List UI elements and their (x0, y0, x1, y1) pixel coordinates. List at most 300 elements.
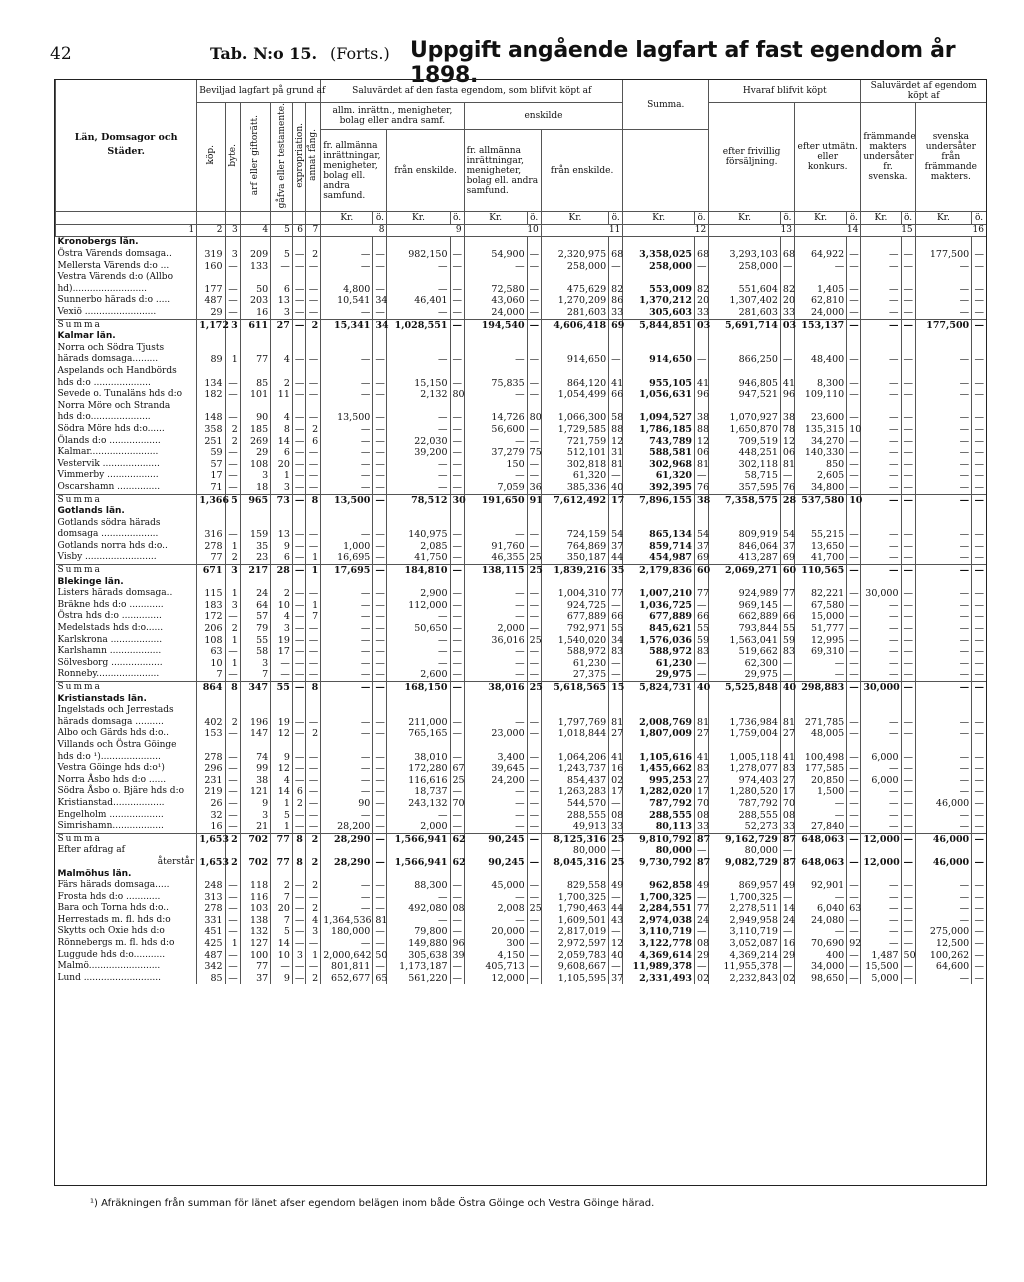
table-cell: — (321, 529, 373, 541)
table-cell: — (527, 938, 541, 950)
table-cell: — (861, 307, 901, 319)
table-cell: — (972, 307, 986, 319)
table-cell: — (373, 763, 387, 775)
table-cell: 78,512 (387, 494, 450, 506)
table-cell: — (972, 295, 986, 307)
table-cell: 1,070,927 (709, 412, 781, 424)
table-cell (795, 366, 847, 378)
unit-blank (292, 211, 305, 224)
table-cell: — (972, 600, 986, 612)
table-cell: — (450, 646, 464, 658)
table-cell: 8,300 (795, 378, 847, 390)
table-cell (305, 740, 320, 752)
table-cell: — (450, 424, 464, 436)
table-cell: — (609, 845, 623, 857)
table-cell: 70,690 (795, 938, 847, 950)
table-cell: — (464, 810, 527, 822)
table-cell: — (292, 529, 305, 541)
table-cell: 2 (305, 880, 320, 892)
table-cell (972, 740, 986, 752)
table-cell: 70 (780, 798, 794, 810)
table-cell: 217 (240, 565, 270, 577)
table-cell: — (527, 926, 541, 938)
table-cell (321, 845, 373, 857)
table-cell: 74 (240, 752, 270, 764)
empty-cell (780, 506, 794, 518)
table-cell: — (847, 646, 861, 658)
table-cell: — (292, 892, 305, 904)
empty-cell (780, 237, 794, 249)
table-cell: 15,341 (321, 319, 373, 331)
table-row (56, 728, 987, 740)
table-cell: — (847, 470, 861, 482)
table-cell: — (450, 892, 464, 904)
table-cell: — (527, 600, 541, 612)
table-row (56, 810, 987, 822)
table-cell: 6 (305, 436, 320, 448)
table-cell: 83 (609, 646, 623, 658)
table-cell (972, 518, 986, 530)
table-cell: — (847, 261, 861, 273)
table-cell: — (901, 295, 915, 307)
table-cell: 69,310 (795, 646, 847, 658)
table-cell (373, 740, 387, 752)
table-cell: — (847, 752, 861, 764)
table-cell: 487 (197, 295, 225, 307)
table-cell: 110,565 (795, 565, 847, 577)
table-cell: — (861, 611, 901, 623)
table-cell: — (972, 717, 986, 729)
table-row (56, 903, 987, 915)
table-cell (695, 272, 709, 284)
row-label: Villands och Östra Göinge (57, 739, 177, 750)
table-cell: 2,008 (464, 903, 527, 915)
table-cell: — (292, 658, 305, 670)
table-cell: — (225, 821, 240, 833)
empty-cell (464, 869, 527, 881)
table-cell: — (972, 646, 986, 658)
table-cell: — (847, 307, 861, 319)
table-row (56, 354, 987, 366)
table-cell: 13 (271, 529, 293, 541)
table-cell: — (450, 728, 464, 740)
column-number: 9 (387, 224, 464, 237)
table-row (56, 623, 987, 635)
table-cell: — (527, 646, 541, 658)
table-cell: — (861, 552, 901, 564)
table-cell: — (373, 880, 387, 892)
table-cell: 561,220 (387, 973, 450, 985)
table-cell (915, 272, 972, 284)
row-label: Albo och Gärds hds d:o.. (57, 728, 169, 739)
column-header-frivillig: efter frivillig försäljning. (709, 102, 795, 211)
table-cell: — (847, 541, 861, 553)
table-cell: 413,287 (709, 552, 781, 564)
table-cell (450, 740, 464, 752)
table-cell: 92,901 (795, 880, 847, 892)
table-cell: — (847, 798, 861, 810)
table-cell: — (901, 857, 915, 869)
table-cell (780, 343, 794, 355)
empty-cell (972, 237, 986, 249)
table-cell: — (972, 810, 986, 822)
empty-cell (541, 869, 608, 881)
empty-cell (464, 331, 527, 343)
unit-blank (271, 211, 293, 224)
table-cell: — (321, 482, 373, 494)
table-cell: — (271, 261, 293, 273)
table-cell: — (305, 307, 320, 319)
table-cell: — (292, 682, 305, 694)
table-cell: 1,455,662 (623, 763, 695, 775)
table-row (56, 389, 987, 401)
table-cell: — (901, 600, 915, 612)
column-header-saluvardet-foreign: Saluvärdet af egendom köpt af (861, 80, 986, 102)
table-cell: 87 (695, 857, 709, 869)
table-cell: 4 (305, 915, 320, 927)
table-cell: 69 (780, 552, 794, 564)
table-cell: 68 (695, 249, 709, 261)
table-cell: 864 (197, 682, 225, 694)
unit-blank (225, 211, 240, 224)
table-cell: — (780, 470, 794, 482)
table-cell (847, 343, 861, 355)
table-cell: 18,737 (387, 786, 450, 798)
table-row (56, 470, 987, 482)
table-cell: — (305, 588, 320, 600)
table-cell: 1,028,551 (387, 319, 450, 331)
table-cell: — (292, 588, 305, 600)
table-cell (464, 343, 527, 355)
table-cell: 68 (780, 249, 794, 261)
empty-cell (623, 694, 695, 706)
column-header-utmatn: efter utmätn. eller konkurs. (795, 102, 861, 211)
table-cell: — (305, 752, 320, 764)
table-cell: — (373, 857, 387, 869)
table-cell: — (972, 833, 986, 845)
table-row (56, 611, 987, 623)
table-cell: — (225, 892, 240, 904)
empty-cell (271, 506, 293, 518)
empty-cell (861, 331, 901, 343)
table-cell: 12 (609, 938, 623, 950)
table-cell: 275,000 (915, 926, 972, 938)
table-cell: 56,600 (464, 424, 527, 436)
table-cell: 8,045,316 (541, 857, 608, 869)
table-cell: 1,018,844 (541, 728, 608, 740)
table-cell: 61,320 (623, 470, 695, 482)
empty-cell (305, 506, 320, 518)
table-cell: 55 (271, 682, 293, 694)
table-cell: — (861, 436, 901, 448)
table-cell: 62 (450, 833, 464, 845)
table-cell (623, 518, 695, 530)
column-header-saluvardet: Saluvärdet af den fasta egendom, som blifvit köpt af (321, 80, 623, 102)
table-cell: — (321, 378, 373, 390)
table-cell: 9 (240, 798, 270, 810)
table-cell: — (464, 611, 527, 623)
table-cell: 11,989,378 (623, 961, 695, 973)
table-cell: 12,000 (861, 833, 901, 845)
table-cell: 2 (271, 378, 293, 390)
table-cell: — (225, 950, 240, 962)
table-cell: — (387, 810, 450, 822)
empty-cell (387, 694, 450, 706)
table-cell: — (527, 623, 541, 635)
table-cell: — (450, 470, 464, 482)
page-title: Uppgift angående lagfart af fast egendom år 1898. (410, 38, 956, 88)
empty-cell (373, 869, 387, 881)
table-cell: — (373, 635, 387, 647)
table-cell: 25 (527, 565, 541, 577)
table-cell: — (225, 470, 240, 482)
table-cell: 319 (197, 249, 225, 261)
table-row (56, 272, 987, 284)
table-cell: — (972, 798, 986, 810)
table-cell: 70 (450, 798, 464, 810)
table-cell: — (373, 775, 387, 787)
table-cell (321, 401, 373, 413)
table-cell: — (861, 412, 901, 424)
column-number: 15 (861, 224, 915, 237)
empty-cell (271, 237, 293, 249)
table-cell: 62,810 (795, 295, 847, 307)
table-cell: 36,016 (464, 635, 527, 647)
unit-kr: Kr. (623, 211, 695, 224)
table-cell (225, 272, 240, 284)
table-cell: 1,280,520 (709, 786, 781, 798)
table-cell: 10 (197, 658, 225, 670)
table-cell: — (861, 786, 901, 798)
table-cell: — (527, 669, 541, 681)
unit-ore: ö. (609, 211, 623, 224)
table-cell: — (450, 482, 464, 494)
table-cell: — (373, 833, 387, 845)
table-cell: 81 (780, 459, 794, 471)
table-cell (240, 366, 270, 378)
table-cell (197, 401, 225, 413)
table-cell: — (972, 494, 986, 506)
table-cell (387, 518, 450, 530)
empty-cell (847, 331, 861, 343)
table-cell: — (292, 494, 305, 506)
empty-cell (780, 869, 794, 881)
table-cell: 2,000 (387, 821, 450, 833)
empty-cell (861, 577, 901, 589)
table-cell: 20,000 (464, 926, 527, 938)
table-cell: — (225, 646, 240, 658)
column-header-giftoratt: arf eller giftorätt. (240, 102, 270, 211)
table-cell (373, 845, 387, 857)
column-number: 4 (240, 224, 270, 237)
table-cell: 34,800 (795, 482, 847, 494)
table-cell (795, 518, 847, 530)
table-cell: 77 (240, 354, 270, 366)
table-cell (292, 272, 305, 284)
table-cell: — (915, 389, 972, 401)
table-cell: 3 (271, 482, 293, 494)
table-cell: — (321, 424, 373, 436)
table-cell (321, 740, 373, 752)
table-cell: — (292, 961, 305, 973)
empty-cell (292, 869, 305, 881)
table-cell: 313 (197, 892, 225, 904)
empty-cell (847, 694, 861, 706)
table-cell: — (373, 552, 387, 564)
empty-cell (240, 237, 270, 249)
table-cell: 69 (609, 319, 623, 331)
empty-cell (972, 331, 986, 343)
table-cell: — (915, 588, 972, 600)
empty-cell (527, 869, 541, 881)
table-cell: — (901, 810, 915, 822)
table-cell: — (901, 821, 915, 833)
table-cell: 79,800 (387, 926, 450, 938)
table-cell (387, 272, 450, 284)
table-cell (225, 343, 240, 355)
table-cell (901, 343, 915, 355)
empty-cell (292, 331, 305, 343)
table-cell (464, 705, 527, 717)
table-cell: 2,605 (795, 470, 847, 482)
table-cell: 3 (225, 565, 240, 577)
table-cell: 16 (609, 763, 623, 775)
table-cell (240, 272, 270, 284)
table-cell: — (321, 938, 373, 950)
table-cell: — (901, 529, 915, 541)
table-row (56, 436, 987, 448)
table-cell: 88,300 (387, 880, 450, 892)
table-cell: — (305, 284, 320, 296)
table-cell: — (321, 682, 373, 694)
unit-ore: ö. (450, 211, 464, 224)
table-cell: 24 (240, 588, 270, 600)
table-cell (709, 518, 781, 530)
table-cell: — (292, 470, 305, 482)
table-cell: 77 (609, 588, 623, 600)
table-cell: 2,132 (387, 389, 450, 401)
table-cell: 17 (609, 494, 623, 506)
table-cell: — (321, 763, 373, 775)
table-cell (795, 401, 847, 413)
table-cell: — (847, 284, 861, 296)
table-cell: 2 (271, 588, 293, 600)
table-cell: 24,000 (795, 307, 847, 319)
table-cell: — (780, 961, 794, 973)
table-cell: — (609, 470, 623, 482)
table-cell: — (305, 658, 320, 670)
table-cell: 4,369,214 (709, 950, 781, 962)
table-cell (271, 401, 293, 413)
table-cell (197, 366, 225, 378)
table-cell: — (292, 261, 305, 273)
table-cell: — (972, 821, 986, 833)
empty-cell (240, 331, 270, 343)
empty-cell (197, 237, 225, 249)
table-cell: — (847, 389, 861, 401)
table-cell: — (225, 529, 240, 541)
table-cell: — (321, 810, 373, 822)
table-cell: 41 (695, 378, 709, 390)
table-cell: 9,082,729 (709, 857, 781, 869)
table-cell: 924,989 (709, 588, 781, 600)
table-cell: — (915, 717, 972, 729)
table-cell: — (847, 973, 861, 985)
table-cell (464, 845, 527, 857)
column-number: 5 (271, 224, 293, 237)
table-cell: — (915, 821, 972, 833)
table-cell: 385,336 (541, 482, 608, 494)
table-cell: — (292, 646, 305, 658)
table-cell: — (795, 798, 847, 810)
table-cell (709, 272, 781, 284)
table-cell: 14 (271, 786, 293, 798)
table-cell: 27 (695, 728, 709, 740)
table-cell: — (387, 307, 450, 319)
table-cell (915, 705, 972, 717)
table-cell (609, 705, 623, 717)
table-cell (915, 366, 972, 378)
table-cell (225, 705, 240, 717)
region-heading-row (56, 506, 987, 518)
table-cell: — (321, 447, 373, 459)
table-cell: 112,000 (387, 600, 450, 612)
table-cell: 40 (609, 482, 623, 494)
row-label: Karlskrona .................. (57, 634, 163, 645)
table-cell: 1,576,036 (623, 635, 695, 647)
table-cell: — (450, 284, 464, 296)
table-cell: — (695, 658, 709, 670)
table-cell: 2 (225, 552, 240, 564)
table-cell: 185 (240, 424, 270, 436)
table-cell: — (225, 295, 240, 307)
table-cell: 519,662 (709, 646, 781, 658)
table-cell: 27,375 (541, 669, 608, 681)
table-cell: — (901, 635, 915, 647)
table-cell: 50,650 (387, 623, 450, 635)
table-cell: — (972, 961, 986, 973)
table-cell (197, 518, 225, 530)
table-cell: — (972, 284, 986, 296)
table-cell: 845,621 (623, 623, 695, 635)
table-cell: — (901, 459, 915, 471)
table-cell: — (225, 915, 240, 927)
row-label: Sunnerbo härads d:o ..... (57, 295, 171, 306)
table-cell: 14,726 (464, 412, 527, 424)
table-cell: — (901, 938, 915, 950)
table-cell (197, 845, 225, 857)
table-cell: — (915, 623, 972, 635)
table-cell: 1,563,041 (709, 635, 781, 647)
empty-cell (541, 506, 608, 518)
table-cell: 37 (695, 541, 709, 553)
table-cell: — (292, 775, 305, 787)
empty-cell (609, 694, 623, 706)
table-cell: — (901, 892, 915, 904)
table-cell: — (915, 470, 972, 482)
table-cell (915, 401, 972, 413)
table-cell: — (861, 658, 901, 670)
table-cell: — (292, 717, 305, 729)
table-cell: 9 (271, 541, 293, 553)
table-cell: — (387, 354, 450, 366)
table-cell: 140,975 (387, 529, 450, 541)
table-cell: — (901, 249, 915, 261)
empty-cell (527, 694, 541, 706)
table-cell: — (847, 295, 861, 307)
row-label: Medelstads hds d:o...... (57, 623, 164, 634)
statistics-table-frame (54, 79, 987, 1186)
